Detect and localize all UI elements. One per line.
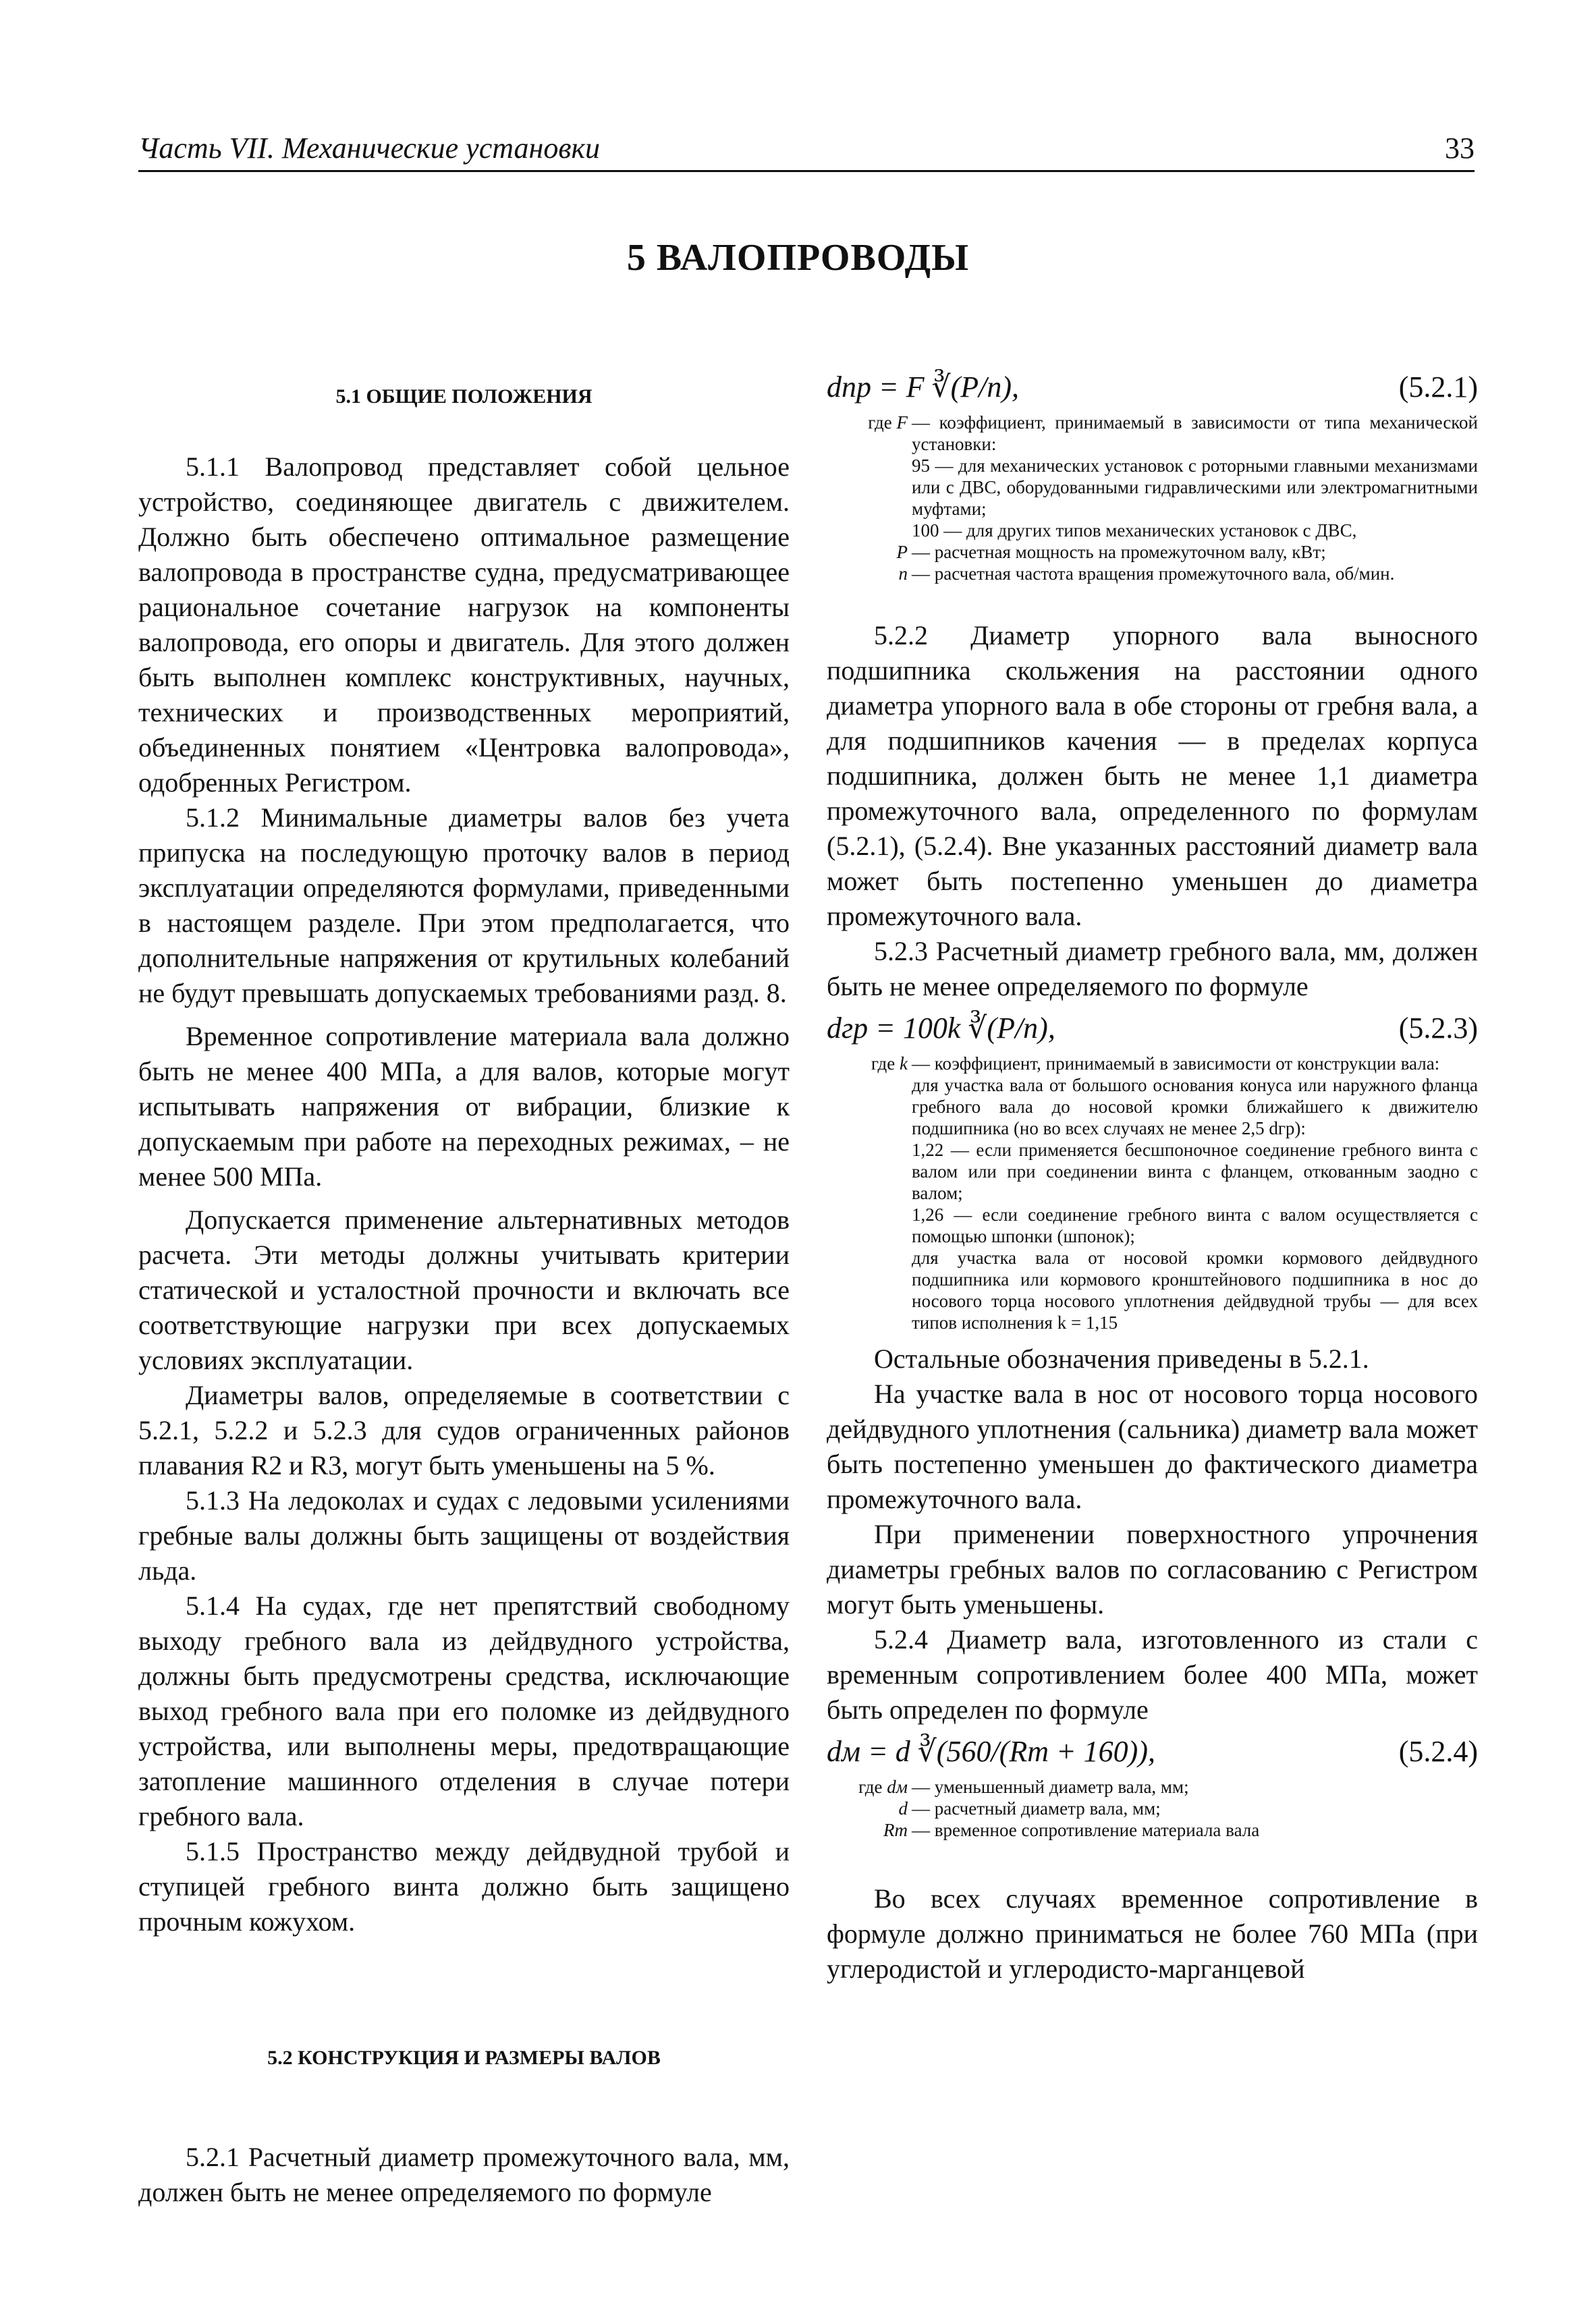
paragraph-other-notations: Остальные обозначения приведены в 5.2.1. <box>874 1344 1369 1374</box>
formula-5-2-1 <box>827 370 1478 412</box>
paragraph-5-1-3: 5.1.3 На ледоколах и судах с ледовыми усилениями гребные валы должны быть защищены от воздействия льда. <box>138 1485 790 1586</box>
legend-where: где <box>871 1053 896 1074</box>
legend-text: 1,22 — если применяется бесшпоночное соединение гребного винта с валом или при соединении винта с фланцем, откованным заодно с валом; <box>912 1140 1478 1203</box>
legend-symbol: dм <box>887 1777 908 1797</box>
running-header <box>138 128 1475 172</box>
legend-text: — расчетный диаметр вала, мм; <box>912 1798 1161 1819</box>
paragraph-5-1-2-reduction: Диаметры валов, определяемые в соответствии с 5.2.1, 5.2.2 и 5.2.3 для судов ограниченных районов плавания R2 и R3, могут быть уменьшены на 5 %. <box>138 1380 790 1480</box>
header-part-title: Часть VII. Механические установки <box>138 132 601 165</box>
formula-expression: dгр = 100k ∛(P/n), <box>827 1012 1055 1045</box>
paragraph-5-1-4: 5.1.4 На судах, где нет препятствий свободному выходу гребного вала из дейдвудного устройства, должны быть предусмотрены средства, исключающие выход гребного вала при его поломке из дейдвудного устройства, или выполнены меры, предотвращающие затопление машинного отделения в случае потери гребного вала. <box>138 1590 790 1831</box>
paragraph-5-2-3: 5.2.3 Расчетный диаметр гребного вала, мм, должен быть не менее определяемого по формуле <box>827 936 1478 1001</box>
legend-symbol: P <box>896 542 908 562</box>
formula-5-2-4 <box>827 1734 1478 1776</box>
formula-5-2-3 <box>827 1011 1478 1053</box>
left-column <box>138 351 790 2210</box>
formula-expression: dпр = F ∛(P/n), <box>827 370 1020 404</box>
paragraph-5-1-2-alternative: Допускается применение альтернативных методов расчета. Эти методы должны учитывать критерии статической и усталостной прочности и включать все соответствующие нагрузки при всех допускаемых условиях эксплуатации. <box>138 1205 790 1375</box>
legend-symbol: n <box>898 563 908 584</box>
formula-expression: dм = d ∛(560/(Rm + 160)), <box>827 1735 1155 1768</box>
legend-text: 95 — для механических установок с роторными главными механизмами или с ДВС, оборудованными гидравлическими или электромагнитными муфтами; <box>912 455 1478 519</box>
paragraph-5-1-2: 5.1.2 Минимальные диаметры валов без учета припуска на последующую проточку валов в период эксплуатации определяются формулами, приведенными в настоящем разделе. При этом предполагается, что дополнительные напряжения от крутильных колебаний не будут превышать допускаемых требованиями разд. 8. <box>138 802 790 1008</box>
legend-where: где <box>858 1777 883 1797</box>
paragraph-hardening: При применении поверхностного упрочнения диаметры гребных валов по согласованию с Регистром могут быть уменьшены. <box>827 1519 1478 1620</box>
legend-text: для участка вала от носовой кромки кормового дейдвудного подшипника или кормового кронштейнового подшипника в нос до носового торца носового уплотнения дейдвудной трубы — для всех типов исполнения k = 1,15 <box>912 1248 1478 1333</box>
legend-symbol: d <box>898 1798 908 1819</box>
legend-text: — коэффициент, принимаемый в зависимости от конструкции вала: <box>912 1053 1440 1074</box>
page-number: 33 <box>1445 132 1475 165</box>
paragraph-5-2-2: 5.2.2 Диаметр упорного вала выносного подшипника скольжения на расстоянии одного диаметра упорного вала в обе стороны от гребня вала, а для подшипников качения — в пределах корпуса подшипника, должен быть не менее 1,1 диаметра промежуточного вала, определенного по формулам (5.2.1), (5.2.4). Вне указанных расстояний диаметр вала может быть постепенно уменьшен до диаметра промежуточного вала. <box>827 620 1478 931</box>
formula-legend-5-2-4 <box>827 1776 1478 1841</box>
legend-symbol: Rm <box>883 1820 908 1840</box>
paragraph-5-1-2-strength: Временное сопротивление материала вала должно быть не менее 400 МПа, а для валов, которые могут испытывать напряжения от вибрации, близкие к допускаемым при работе на переходных режимах, – не менее 500 МПа. <box>138 1021 790 1192</box>
paragraph-strength-limit: Во всех случаях временное сопротивление в формуле должно приниматься не более 760 МПа (при углеродистой и углеродисто-марганцевой <box>827 1883 1478 1984</box>
legend-text: для участка вала от большого основания конуса или наружного фланца гребного вала до носовой кромки ближайшего к движителю подшипника (но во всех случаях не менее 2,5 dгр): <box>912 1075 1478 1138</box>
formula-legend-5-2-1 <box>827 412 1478 584</box>
formula-legend-5-2-3 <box>827 1053 1478 1333</box>
legend-text: — временное сопротивление материала вала <box>912 1820 1260 1840</box>
formula-number: (5.2.4) <box>1398 1735 1478 1768</box>
paragraph-shaft-forward: На участке вала в нос от носового торца носового дейдвудного уплотнения (сальника) диаметр вала может быть постепенно уменьшен до фактического диаметра промежуточного вала. <box>827 1379 1478 1514</box>
paragraph-5-1-1: 5.1.1 Валопровод представляет собой цельное устройство, соединяющее двигатель с движителем. Должно быть обеспечено оптимальное размещение валопровода в пространстве судна, предусматривающее рациональное сочетание нагрузок на компоненты валопровода, его опоры и двигатель. Для этого должен быть выполнен комплекс конструктивных, научных, технических и производственных мероприятий, объединенных понятием «Центровка валопровода», одобренных Регистром. <box>138 451 790 798</box>
legend-text: — коэффициент, принимаемый в зависимости от типа механической установки: <box>912 412 1478 454</box>
legend-text: — уменьшенный диаметр вала, мм; <box>912 1777 1189 1797</box>
legend-text: 1,26 — если соединение гребного винта с валом осуществляется с помощью шпонки (шпонок); <box>912 1205 1478 1246</box>
legend-text: — расчетная частота вращения промежуточного вала, об/мин. <box>912 563 1395 584</box>
formula-number: (5.2.3) <box>1398 1012 1478 1045</box>
legend-where: где <box>868 412 892 433</box>
section-heading-5-2: 5.2 КОНСТРУКЦИЯ И РАЗМЕРЫ ВАЛОВ <box>267 2047 661 2069</box>
right-column <box>827 351 1478 1987</box>
legend-text: — расчетная мощность на промежуточном валу, кВт; <box>912 542 1326 562</box>
formula-number: (5.2.1) <box>1398 370 1478 404</box>
chapter-title: 5 ВАЛОПРОВОДЫ <box>626 237 970 279</box>
section-heading-5-1: 5.1 ОБЩИЕ ПОЛОЖЕНИЯ <box>335 385 593 408</box>
paragraph-5-2-4: 5.2.4 Диаметр вала, изготовленного из стали с временным сопротивлением более 400 МПа, может быть определен по формуле <box>827 1624 1478 1725</box>
paragraph-5-1-5: 5.1.5 Пространство между дейдвудной трубой и ступицей гребного винта должно быть защищено прочным кожухом. <box>138 1836 790 1937</box>
paragraph-5-2-1: 5.2.1 Расчетный диаметр промежуточного вала, мм, должен быть не менее определяемого по формуле <box>138 2142 790 2207</box>
legend-symbol: k <box>900 1053 908 1074</box>
legend-text: 100 — для других типов механических установок с ДВС, <box>912 520 1357 541</box>
legend-symbol: F <box>896 412 908 433</box>
